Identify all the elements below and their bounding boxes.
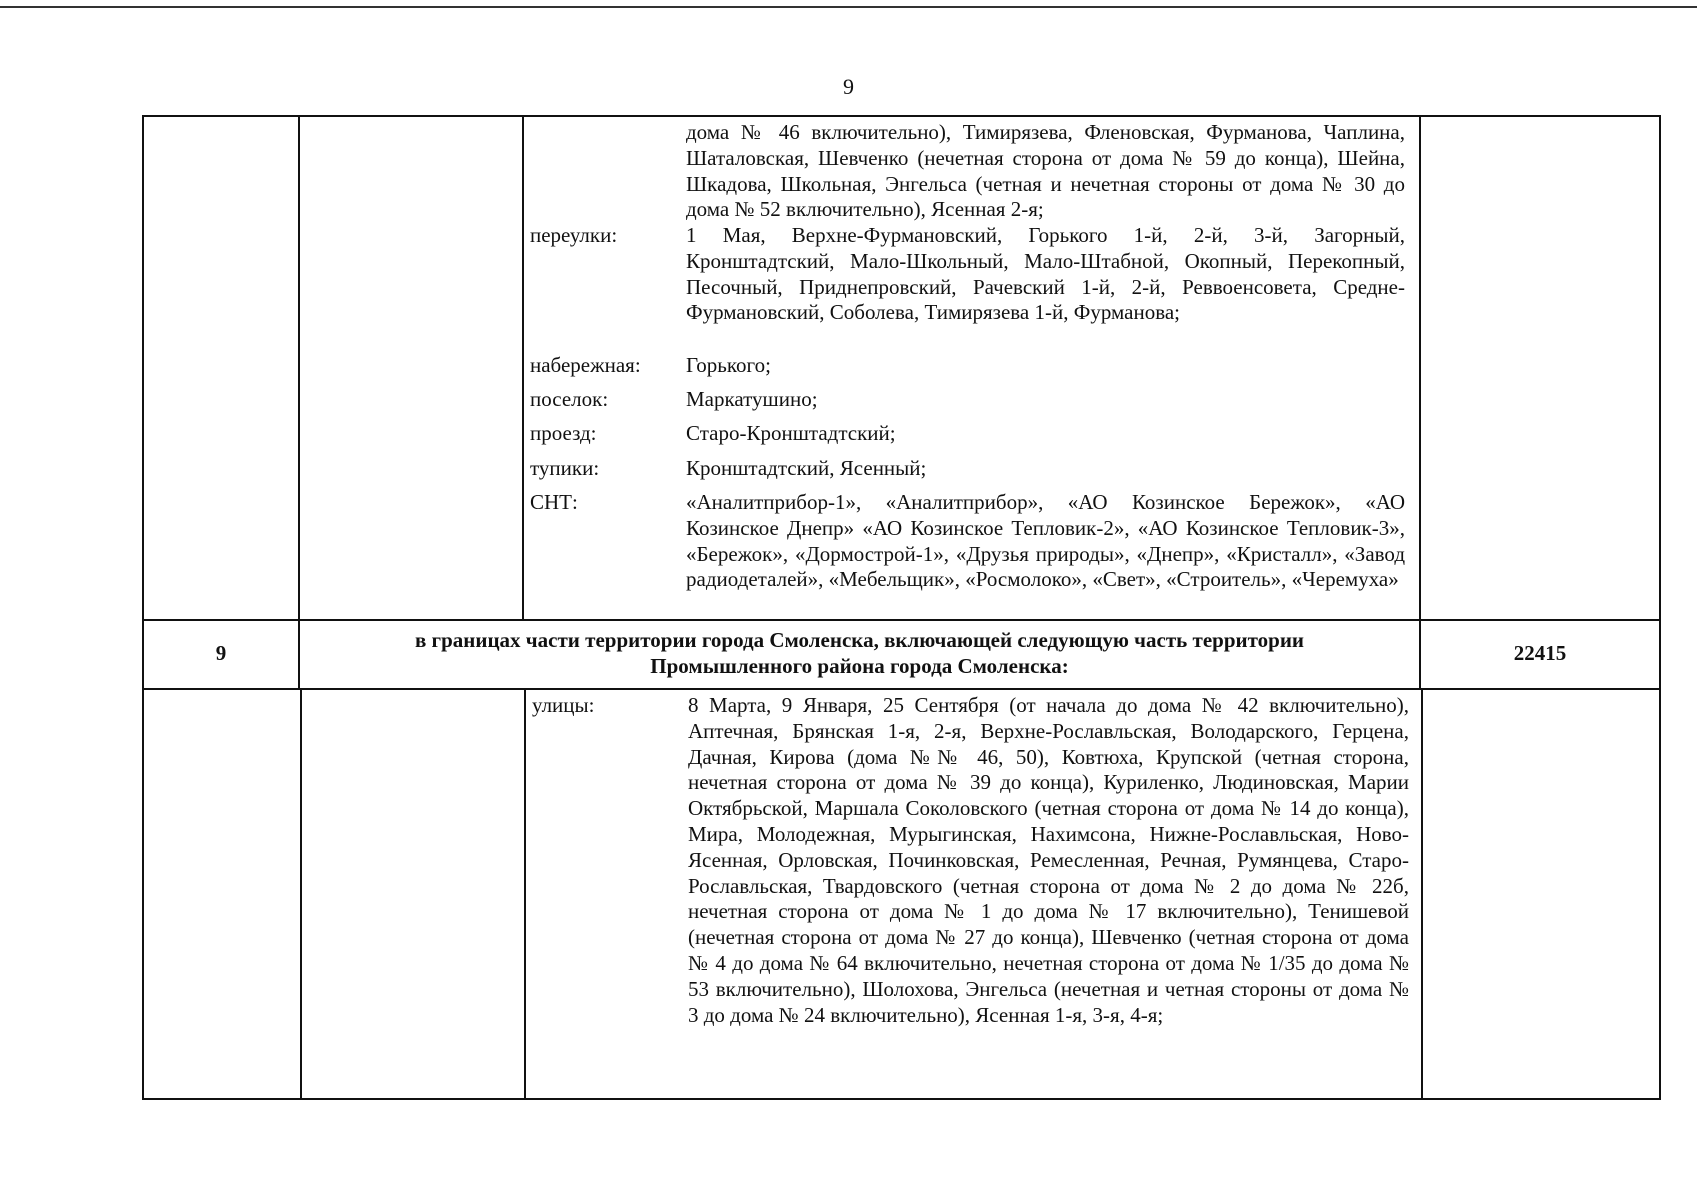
- continuation-text: дома № 46 включительно), Тимирязева, Фленовская, Фурманова, Чаплина, Шаталовская, Шевченко (нечетная сторона от дома № 59 до конца), Шейна, Шкадова, Школьная, Энгельса (четная и нечетная стороны от дома № 30 до дома № 52 включительно), Ясенная 2-я;: [686, 120, 1405, 222]
- col-divider-1-upper: [298, 117, 300, 619]
- text-settlement: Маркатушино;: [686, 387, 818, 411]
- district-title-line2: Промышленного района города Смоленска:: [650, 654, 1069, 678]
- label-deadends: тупики:: [530, 456, 600, 480]
- page-number: 9: [843, 74, 854, 99]
- district-voter-count: 22415: [1513, 641, 1567, 665]
- district-number: 9: [215, 641, 227, 665]
- text-streets: 8 Марта, 9 Января, 25 Сентября (от начала до дома № 42 включительно), Аптечная, Брянская 1-я, 2-я, Верхне-Рославльская, Володарского, Герцена, Дачная, Кирова (дома №№ 46, 50), Ковтюха, Крупской (четная сторона, нечетная сторона от дома № 39 до конца), Куриленко, Людиновская, Марии Октябрьской, Маршала Соколовского (четная сторона от дома № 14 до конца), Мира, Молодежная, Мурыгинская, Нахимсона, Нижне-Рославльская, Ново-Ясенная, Орловская, Починковская, Ремесленная, Речная, Румянцева, Старо-Рославльская, Твардовского (четная сторона от дома № 2 до дома № 22б, нечетная сторона от дома № 1 до дома № 17 включительно), Тенишевой (нечетная сторона от дома № 27 до конца), Шевченко (четная сторона от дома № 4 до дома № 64 включительно, нечетная сторона от дома № 1/35 до дома № 53 включительно), Шолохова, Энгельса (нечетная и четная стороны от дома № 3 до дома № 24 включительно), Ясенная 1-я, 3-я, 4-я;: [688, 693, 1409, 1027]
- text-passage: Старо-Кронштадтский;: [686, 421, 896, 445]
- label-embankment: набережная:: [530, 353, 641, 377]
- district-table: [142, 115, 1661, 1100]
- text-deadends: Кронштадтский, Ясенный;: [686, 456, 927, 480]
- district-title-line1: в границах части территории города Смоленска, включающей следующую часть территории: [414, 628, 1305, 652]
- top-border-line: [0, 6, 1697, 8]
- col-divider-3-lower: [1421, 688, 1423, 1098]
- text-lanes: 1 Мая, Верхне-Фурмановский, Горького 1-й, 2-й, 3-й, Загорный, Кронштадтский, Мало-Школьный, Мало-Штабной, Окопный, Перекопный, Песочный, Приднепровский, Рачевский 1-й, 2-й, Реввоенсовета, Средне-Фурмановский, Соболева, Тимирязева 1-й, Фурманова;: [686, 223, 1405, 325]
- label-lanes: переулки:: [530, 223, 618, 247]
- label-snt: СНТ:: [530, 490, 578, 514]
- col-divider-2-lower: [524, 688, 526, 1098]
- col-divider-2-upper: [522, 117, 524, 619]
- col-divider-1-lower: [300, 688, 302, 1098]
- row-divider-bottom: [144, 688, 1659, 690]
- text-snt: «Аналитприбор-1», «Аналитприбор», «АО Козинское Бережок», «АО Козинское Днепр» «АО Козинское Тепловик-2», «АО Козинское Тепловик-3», «Бережок», «Дормострой-1», «Друзья природы», «Днепр», «Кристалл», «Завод радиодеталей», «Мебельщик», «Росмолоко», «Свет», «Строитель», «Черемуха»: [686, 490, 1405, 592]
- row-divider-top: [144, 619, 1659, 621]
- label-settlement: поселок:: [530, 387, 609, 411]
- label-passage: проезд:: [530, 421, 597, 445]
- text-embankment: Горького;: [686, 353, 771, 377]
- label-streets: улицы:: [532, 693, 595, 717]
- col-divider-3-upper: [1419, 117, 1421, 619]
